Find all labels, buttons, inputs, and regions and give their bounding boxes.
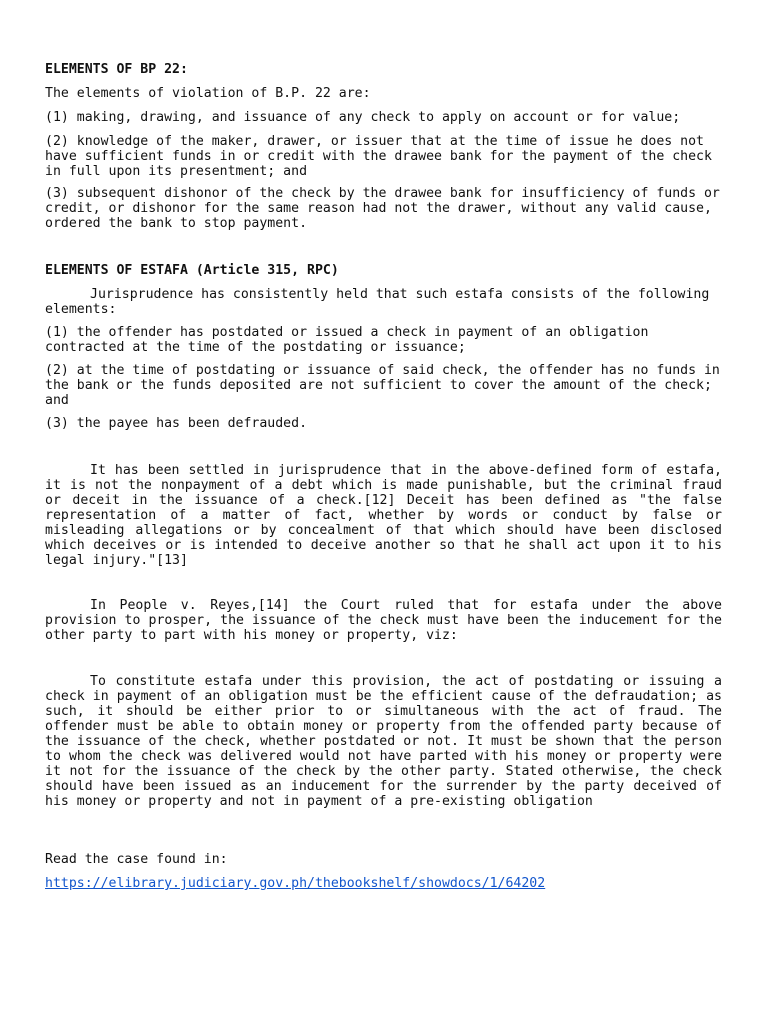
estafa-element-3: (3) the payee has been defrauded. — [45, 416, 308, 431]
quoted-ruling-paragraph: To constitute estafa under this provision, the act of postdating or issuing a check in payment of an obligation must be the efficient cause of the defraudation; as such, it should be either prior to or simultaneous with the act of fraud. The offender must be able to obtain money or property from the offended party because of the issuance of the check, whether postdated or not. It must be shown that the person to whom the check was delivered would not have parted with his money or property were it not for the issuance of the check by the other party. Stated otherwise, the check should have been issued as an inducement for the surrender by the party deceived of his money or property and not in payment of a pre-existing obligation — [45, 674, 722, 809]
read-case-label: Read the case found in: — [45, 852, 228, 867]
bp22-element-3: (3) subsequent dishonor of the check by the drawee bank for insufficiency of funds or credit, or dishonor for the same reason had not the drawer, without any valid cause, ordered the bank to stop payment. — [45, 186, 720, 231]
case-link-line — [45, 876, 722, 891]
deceit-paragraph: It has been settled in jurisprudence that in the above-defined form of estafa, it is not the nonpayment of a debt which is made punishable, but the criminal fraud or deceit in the issuance of a check.[12] Deceit has been defined as "the false representation of a matter of fact, whether by words or conduct by false or misleading allegations or by concealment of that which should have been disclosed which deceives or is intended to deceive another so that he shall act upon it to his legal injury."[13] — [45, 463, 722, 568]
bp22-element-1: (1) making, drawing, and issuance of any check to apply on account or for value; — [45, 110, 681, 125]
estafa-element-1: (1) the offender has postdated or issued a check in payment of an obligation contracted at the time of the postdating or issuance; — [45, 325, 649, 355]
estafa-intro: Jurisprudence has consistently held that such estafa consists of the following elements: — [45, 287, 710, 317]
estafa-element-2: (2) at the time of postdating or issuance of said check, the offender has no funds in the bank or the funds deposited are not sufficient to cover the amount of the check; and — [45, 363, 720, 408]
bp22-element-2: (2) knowledge of the maker, drawer, or issuer that at the time of issue he does not have sufficient funds in or credit with the drawee bank for the payment of the check in full upon its presentment; and — [45, 134, 712, 179]
people-v-reyes-paragraph: In People v. Reyes,[14] the Court ruled that for estafa under the above provision to prosper, the issuance of the check must have been the inducement for the other party to part with his money or property, viz: — [45, 598, 722, 643]
case-link[interactable]: https://elibrary.judiciary.gov.ph/thebookshelf/showdocs/1/64202 — [45, 876, 546, 891]
bp22-intro: The elements of violation of B.P. 22 are: — [45, 86, 371, 101]
estafa-heading: ELEMENTS OF ESTAFA (Article 315, RPC) — [45, 263, 339, 278]
bp22-heading: ELEMENTS OF BP 22: — [45, 62, 188, 77]
